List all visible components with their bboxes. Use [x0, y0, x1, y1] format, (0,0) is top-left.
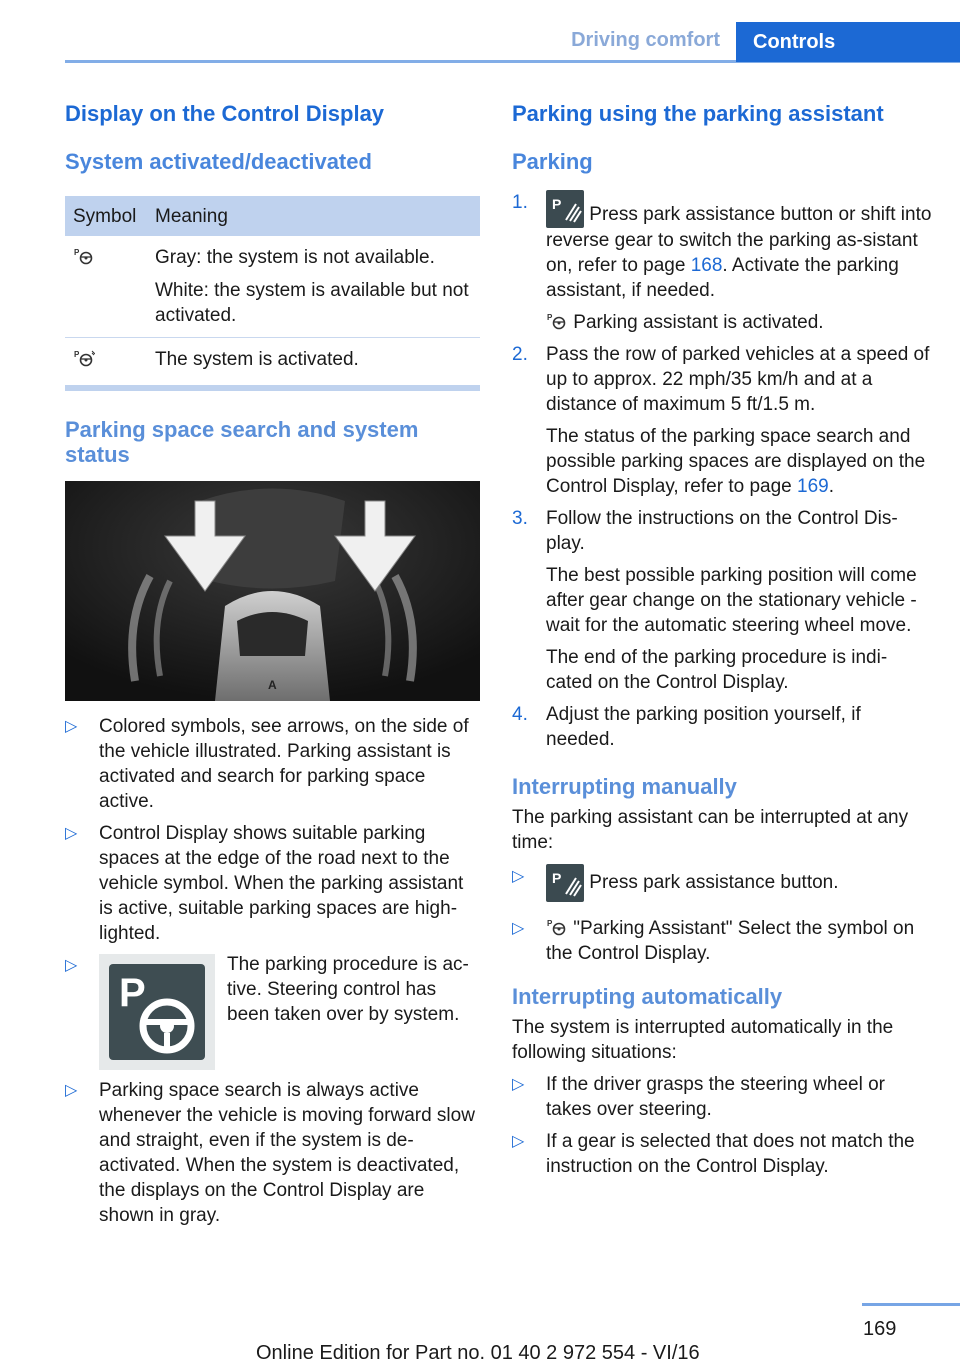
svg-text:P: P [552, 196, 562, 212]
svg-text:P: P [547, 313, 553, 322]
section-title-parking-assistant: Parking using the parking assistant [512, 101, 884, 126]
list-item: 2. Pass the row of parked vehicles at a speed of up to approx. 22 mph/35 km/h and at a distance of maximum 5 ft/1.5 m. The status of the parking space search and possible parking spaces are displayed on the Control Display, refer to page 169. [512, 344, 930, 497]
list-item: ▷ P "Parking Assistant" Select the symbol on the Control Display. [512, 918, 915, 964]
table-row [65, 338, 480, 382]
header-chapter-tab[interactable]: Controls [736, 22, 960, 62]
list-item: ▷ P Press park assistance button. [512, 864, 932, 902]
svg-text:P: P [547, 919, 553, 928]
subsection-title-manual: Interrupting manually [512, 774, 737, 799]
triangle-bullet-icon: ▷ [65, 718, 78, 735]
parking-assistant-active-icon [546, 312, 568, 330]
right-column [512, 100, 932, 1186]
section-title-display: Display on the Control Display [65, 101, 385, 126]
list-item: 1. P Press park assistance button or shift into reverse gear to switch the parking as‐sistant on, refer to page 168. Activate the parking assistant, if needed. P Parking assistant is activated. [512, 192, 932, 333]
svg-text:P: P [74, 248, 80, 257]
footer-edition: Online Edition for Part no. 01 40 2 972 554 - VI/16 [256, 1342, 700, 1362]
svg-text:A: A [268, 678, 277, 692]
footer-rule [862, 1303, 960, 1306]
page-ref-link[interactable]: 168 [690, 255, 723, 276]
table-header-meaning: Meaning [155, 196, 480, 236]
left-column [65, 100, 480, 1235]
parking-procedure-active-icon [99, 954, 215, 1070]
triangle-bullet-icon: ▷ [65, 1082, 78, 1099]
auto-intro: The system is interrupted automatically in the following situations: [512, 1017, 894, 1063]
triangle-bullet-icon: ▷ [512, 920, 525, 937]
triangle-bullet-icon: ▷ [512, 1076, 525, 1093]
list-item: ▷ If the driver grasps the steering wheel or takes over steering. [512, 1074, 886, 1120]
table-cell-gray: Gray: the system is not available. [155, 247, 435, 268]
page-ref-link[interactable]: 169 [797, 476, 829, 497]
subsection-title-auto: Interrupting automatically [512, 984, 783, 1009]
parking-assistant-active-icon [546, 918, 568, 936]
parking-assistant-active-icon [73, 349, 95, 367]
park-assist-button-icon [546, 190, 584, 228]
svg-text:P: P [74, 350, 80, 359]
subsection-title-parking: Parking [512, 149, 593, 174]
svg-text:P: P [552, 870, 562, 886]
list-item: 4. Adjust the parking position yourself, if needed. [512, 704, 861, 750]
triangle-bullet-icon: ▷ [65, 825, 78, 842]
parking-assistant-gray-icon [73, 247, 95, 265]
list-item: ▷ Parking space search is always active whenever the vehicle is moving forward slow and straight, even if the system is de‐activated. When the system is deactivated, the displays on the Control Display are shown in gray. [65, 1080, 475, 1226]
table-end-bar [65, 385, 480, 391]
symbol-table [65, 196, 480, 381]
subsection-title-search: Parking space search and system status [65, 417, 419, 467]
park-assist-button-icon [546, 864, 584, 902]
table-row [65, 236, 480, 338]
svg-text:P: P [119, 971, 146, 1015]
header-rule [65, 60, 960, 63]
parking-search-illustration [65, 481, 480, 701]
header-section-title: Driving comfort [571, 29, 720, 51]
triangle-bullet-icon: ▷ [512, 1133, 525, 1150]
manual-intro: The parking assistant can be interrupted at any time: [512, 807, 909, 853]
list-item: ▷ Control Display shows suitable parking spaces at the edge of the road next to the vehicle symbol. When the parking assistant is active, suitable parking spaces are high‐lighted. [65, 823, 464, 944]
table-header-symbol: Symbol [65, 196, 155, 236]
subsection-title-activated: System activated/deactivated [65, 149, 372, 174]
triangle-bullet-icon: ▷ [512, 868, 525, 885]
table-cell-white: White: the system is available but not activated. [155, 280, 469, 326]
list-item: ▷ If a gear is selected that does not match the instruction on the Control Display. [512, 1131, 915, 1177]
table-cell-activated: The system is activated. [155, 349, 359, 370]
list-item: 3. Follow the instructions on the Control Dis‐play. The best possible parking position will come after gear change on the stationary vehicle - wait for the automatic steering wheel move. The end of the parking procedure is indi‐cated on the Control Display. [512, 508, 917, 693]
list-item: ▷ Colored symbols, see arrows, on the side of the vehicle illustrated. Parking assistant is activated and search for parking space active. [65, 716, 469, 812]
page-number: 169 [863, 1318, 897, 1340]
triangle-bullet-icon: ▷ [65, 957, 78, 974]
list-item: ▷ P The parking procedure is ac‐tive. Steering control has been taken over by system. [65, 953, 480, 1071]
